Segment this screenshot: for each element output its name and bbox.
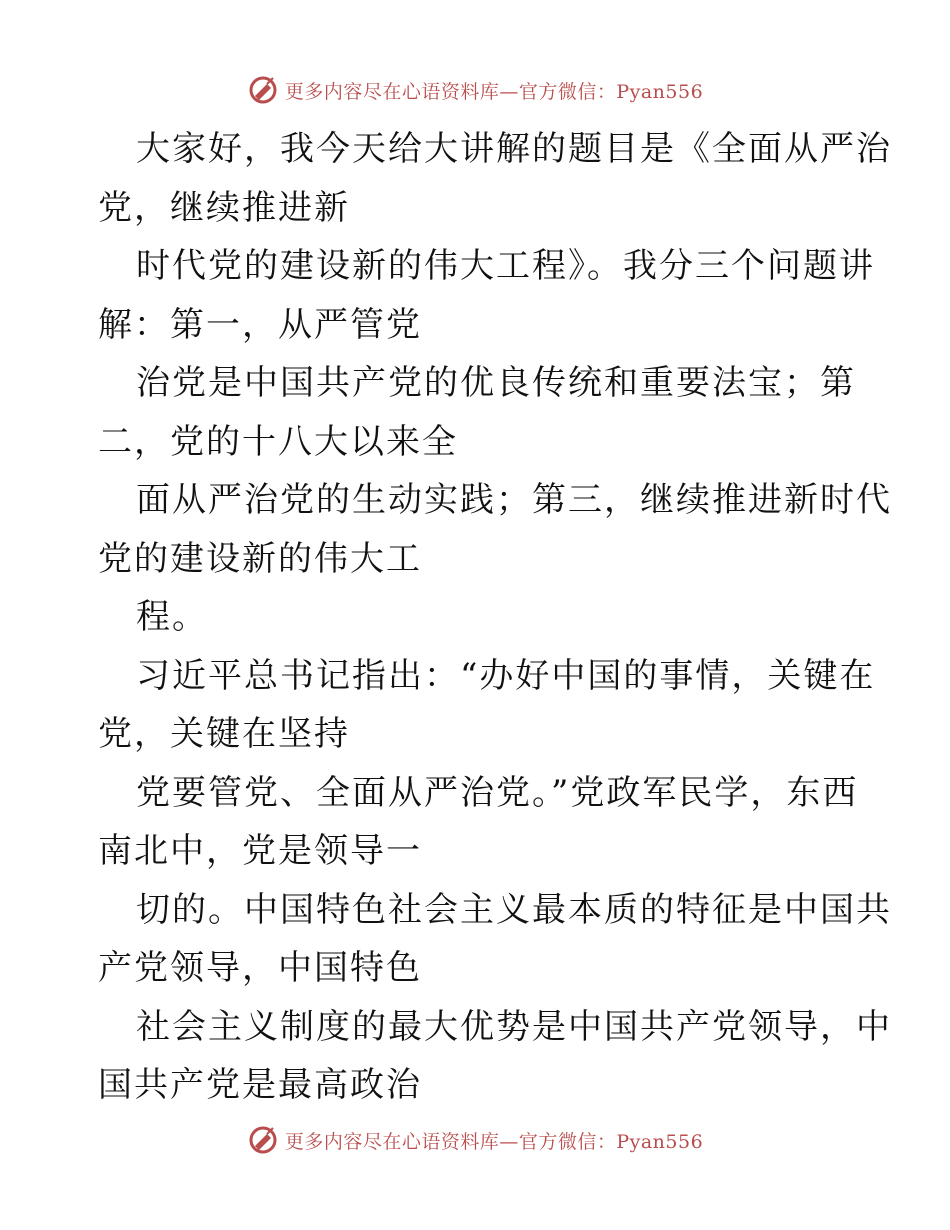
text-line: 党，关键在坚持 <box>98 714 350 754</box>
text-line: 南北中，党是领导一 <box>98 831 422 871</box>
banner-text: 更多内容尽在心语资料库—官方微信：Pyan556 <box>284 80 704 103</box>
text-line: 时代党的建设新的伟大工程》。我分三个问题讲 <box>136 246 875 286</box>
quill-seal-logo-icon <box>247 74 279 106</box>
text-line: 国共产党是最高政治 <box>98 1065 422 1105</box>
document-body <box>98 120 892 1115</box>
quill-seal-logo-icon <box>247 1124 279 1156</box>
text-line: 二，党的十八大以来全 <box>98 421 458 462</box>
text-line: 习近平总书记指出：“办好中国的事情，关键在 <box>136 655 876 696</box>
text-line: 党的建设新的伟大工 <box>98 538 422 579</box>
text-line: 产党领导，中国特色 <box>98 948 422 988</box>
text-line: 面从严治党的生动实践；第三，继续推进新时代 <box>136 480 892 520</box>
text-line: 治党是中国共产党的优良传统和重要法宝；第 <box>136 363 856 403</box>
text-line: 切的。中国特色社会主义最本质的特征是中国共 <box>136 889 892 930</box>
banner-text: 更多内容尽在心语资料库—官方微信：Pyan556 <box>284 1130 704 1153</box>
header-banner <box>0 70 950 110</box>
footer-banner <box>0 1120 950 1160</box>
text-line: 解：第一，从严管党 <box>98 304 422 345</box>
text-line: 党要管党、全面从严治党。”党政军民学，东西 <box>136 772 859 813</box>
text-line: 程。 <box>136 597 208 637</box>
text-line: 大家好，我今天给大讲解的题目是《全面从严治 <box>136 129 892 169</box>
text-line: 党，继续推进新 <box>98 187 350 228</box>
text-line: 社会主义制度的最大优势是中国共产党领导，中 <box>136 1006 892 1047</box>
